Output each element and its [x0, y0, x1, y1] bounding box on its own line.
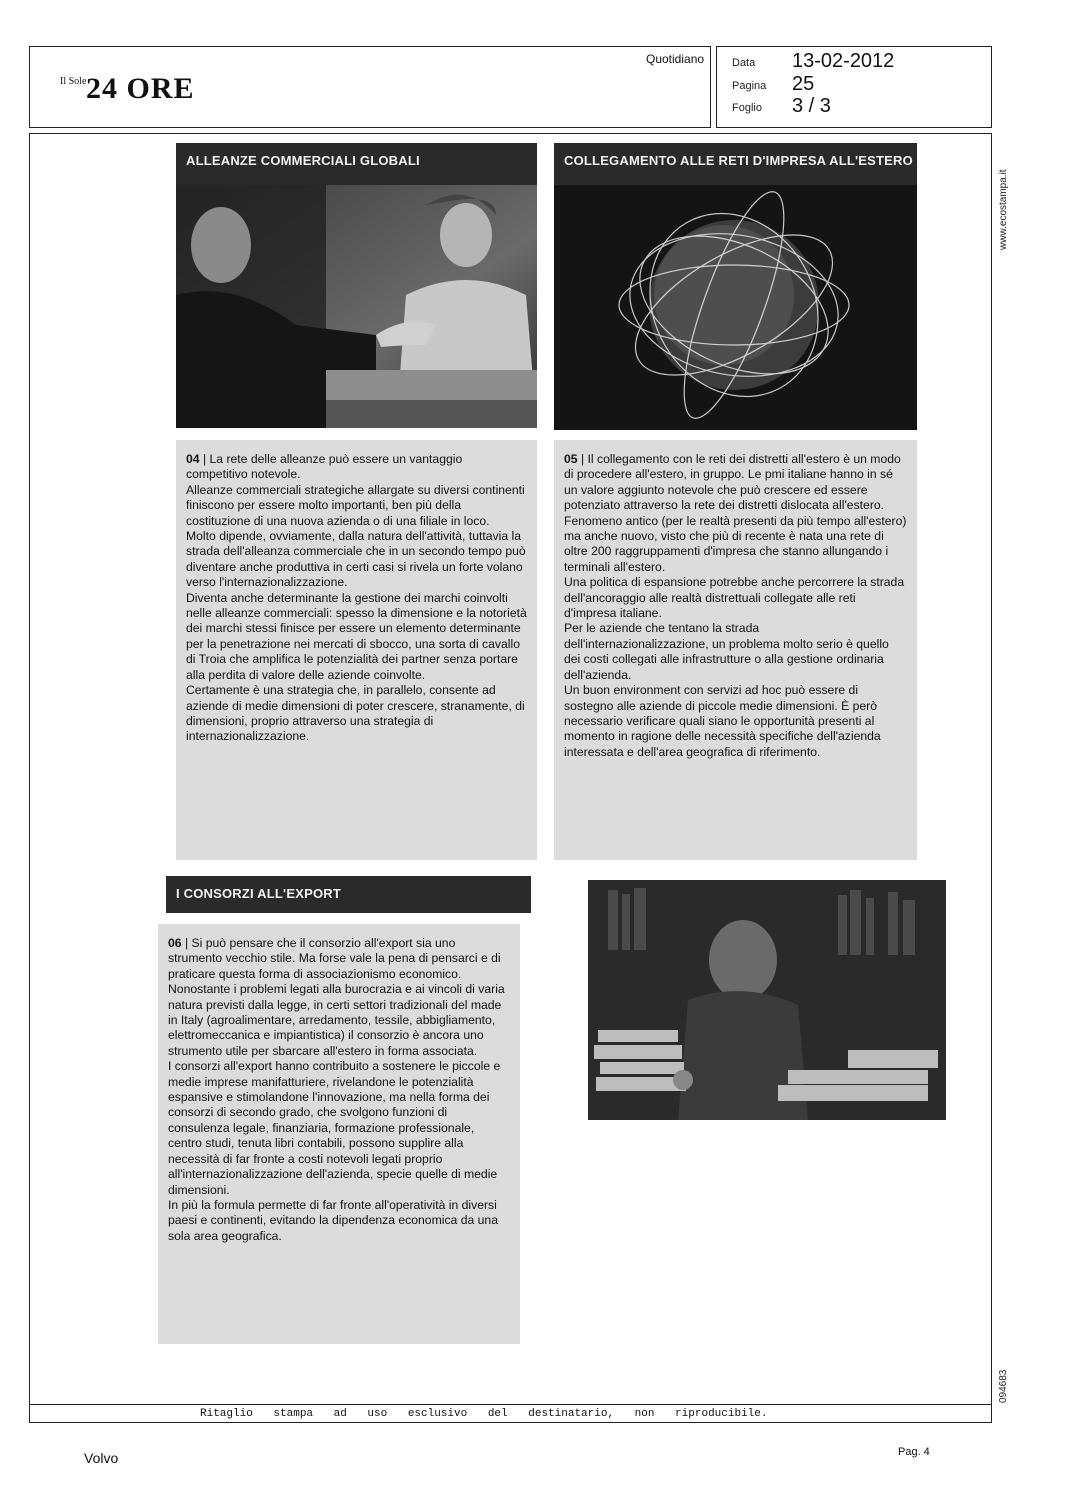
disclaimer-text: Ritaglio stampa ad uso esclusivo del destinatario, non riproducibile.: [200, 1408, 768, 1420]
article-06-body: [158, 924, 520, 1344]
footer-client: Volvo: [84, 1450, 119, 1466]
foglio-value: 3 / 3: [792, 95, 831, 117]
globe-network-photo: [554, 185, 917, 430]
article-04-paragraph: Alleanze commerciali strategiche allargate su diversi continenti finiscono per essere molto importanti, ben più della costituzione di una nuova azienda o di una filiale in loco.: [186, 482, 525, 528]
footer-page-number: Pag. 4: [898, 1446, 930, 1458]
article-05-paragraph: 05 | Il collegamento con le reti dei distretti all'estero è un modo di procedere all'estero, in gruppo. Le pmi italiane hanno in sé un valore aggiunto notevole che può crescere ed essere potenziato attraverso la rete dei distretti dislocata all'estero.: [564, 452, 901, 513]
article-05-paragraph: Una politica di espansione potrebbe anche percorrere la strada dell'ancoraggio alle realtà distrettuali collegate alle reti d'impresa italiane.: [564, 575, 905, 621]
foglio-label: Foglio: [732, 102, 762, 114]
data-label: Data: [732, 57, 756, 69]
logo-24-ore: 24 ORE: [86, 72, 195, 105]
side-website: www.ecostampa.it: [998, 169, 1009, 250]
office-illustration: [588, 880, 946, 1120]
paragraph-text: La rete delle alleanze può essere un vantaggio competitivo notevole.: [186, 452, 463, 482]
logo-small-text: Il Sole: [60, 76, 87, 87]
article-05-paragraph: Per le aziende che tentano la strada dell'internazionalizzazione, un problema molto serio è quello dei costi collegati alle infrastrutture o alla gestione ordinaria dell'azienda.: [564, 621, 889, 682]
article-06-paragraph: 06 | Si può pensare che il consorzio all'export sia uno strumento vecchio stile. Ma forse vale la pena di pensarci e di praticare questa forma di associazionismo economico.: [168, 936, 501, 981]
globe-illustration: [554, 185, 917, 430]
publication-type: Quotidiano: [646, 52, 705, 66]
pagina-label: Pagina: [732, 80, 767, 92]
pagina-value: 25: [792, 73, 815, 95]
article-04-paragraph: Diventa anche determinante la gestione dei marchi coinvolti nelle alleanze commerciali: spesso la dimensione e la notorietà dei marchi stessi finisce per essere un elemento determinante per la penetrazione nei mercati di sbocco, una sorta di cavallo di Troia che amplifica le potenzialità dei partner senza portare alla perdita di valore delle aziende coinvolte.: [186, 590, 527, 682]
frame-divider: [29, 1404, 992, 1405]
article-04-body: [176, 440, 537, 860]
article-04-paragraph: Molto dipende, ovviamente, dalla natura dell'attività, tuttavia la strada dell'alleanza commerciale che in un secondo tempo può diventare anche produttiva in certi casi si rivela un forte volano verso l'internazionalizzazione.: [186, 529, 526, 590]
article-05-paragraph: Un buon environment con servizi ad hoc può essere di sostegno alle aziende di piccole medie dimensioni. È però necessario verificare quali siano le opportunità presenti al momento in ragione delle necessità specifiche dell'azienda interessata e dell'area geografica di riferimento.: [564, 683, 881, 759]
office-photo: [588, 880, 946, 1120]
article-06-paragraph: Nonostante i problemi legati alla burocrazia e ai vincoli di varia natura previsti dalla legge, in certi settori tradizionali del made in Italy (agroalimentare, arredamento, tessile, abbigliamento, elettromeccanica e impiantistica) il consorzio è ancora uno strumento utile per sbarcare all'estero in forma associata.: [168, 982, 505, 1058]
article-06-paragraph: In più la formula permette di far fronte all'operatività in diversi paesi e continenti, evitando la dipendenza economica da una sola area geografica.: [168, 1197, 498, 1243]
article-06-title: I CONSORZI ALL'EXPORT: [166, 876, 531, 913]
article-05-body: [554, 440, 917, 860]
side-code: 094683: [998, 1369, 1009, 1403]
article-04-number: 04: [186, 452, 200, 466]
article-05-paragraph: Fenomeno antico (per le realtà presenti da più tempo all'estero) ma anche nuovo, visto che più di recente è nata una rete di oltre 200 raggruppamenti d'impresa che stanno allungando i terminali all'estero.: [564, 513, 907, 574]
article-04-paragraph: 04 | La rete delle alleanze può essere un vantaggio competitivo notevole.: [186, 452, 463, 482]
paragraph-text: Il collegamento con le reti dei distretti all'estero è un modo di procedere all'estero, in gruppo. Le pmi italiane hanno in sé un valore aggiunto notevole che può crescere ed essere potenziato attraverso la rete dei distretti dislocata all'estero.: [564, 452, 901, 513]
article-05-number: 05: [564, 452, 578, 466]
article-06-number: 06: [168, 936, 182, 950]
article-06-paragraph: I consorzi all'export hanno contribuito a sostenere le piccole e medie imprese manifatturiere, rivelandone le potenzialità espansive e stimolandone l'innovazione, ma nella forma dei consorzi di secondo grado, che svolgono funzioni di consulenza legale, finanziaria, formazione professionale, centro studi, tenuta libri contabili, possono supplire alla necessità di far fronte a costi notevoli legati proprio all'internazionalizzazione dell'azienda, specie quelle di medie dimensioni.: [168, 1059, 501, 1197]
handshake-illustration: [176, 185, 537, 428]
article-04-title: ALLEANZE COMMERCIALI GLOBALI: [176, 143, 537, 185]
handshake-photo: [176, 185, 537, 428]
article-05-title: COLLEGAMENTO ALLE RETI D'IMPRESA ALL'ESTERO: [554, 143, 917, 185]
data-value: 13-02-2012: [792, 50, 895, 72]
article-04-paragraph: Certamente è una strategia che, in parallelo, consente ad aziende di medie dimensioni di poter crescere, stranamente, di dimensioni, proprio attraverso una strategia di internazionalizzazione.: [186, 683, 525, 744]
paragraph-text: Si può pensare che il consorzio all'export sia uno strumento vecchio stile. Ma forse vale la pena di pensarci e di praticare questa forma di associazionismo economico.: [168, 936, 501, 981]
